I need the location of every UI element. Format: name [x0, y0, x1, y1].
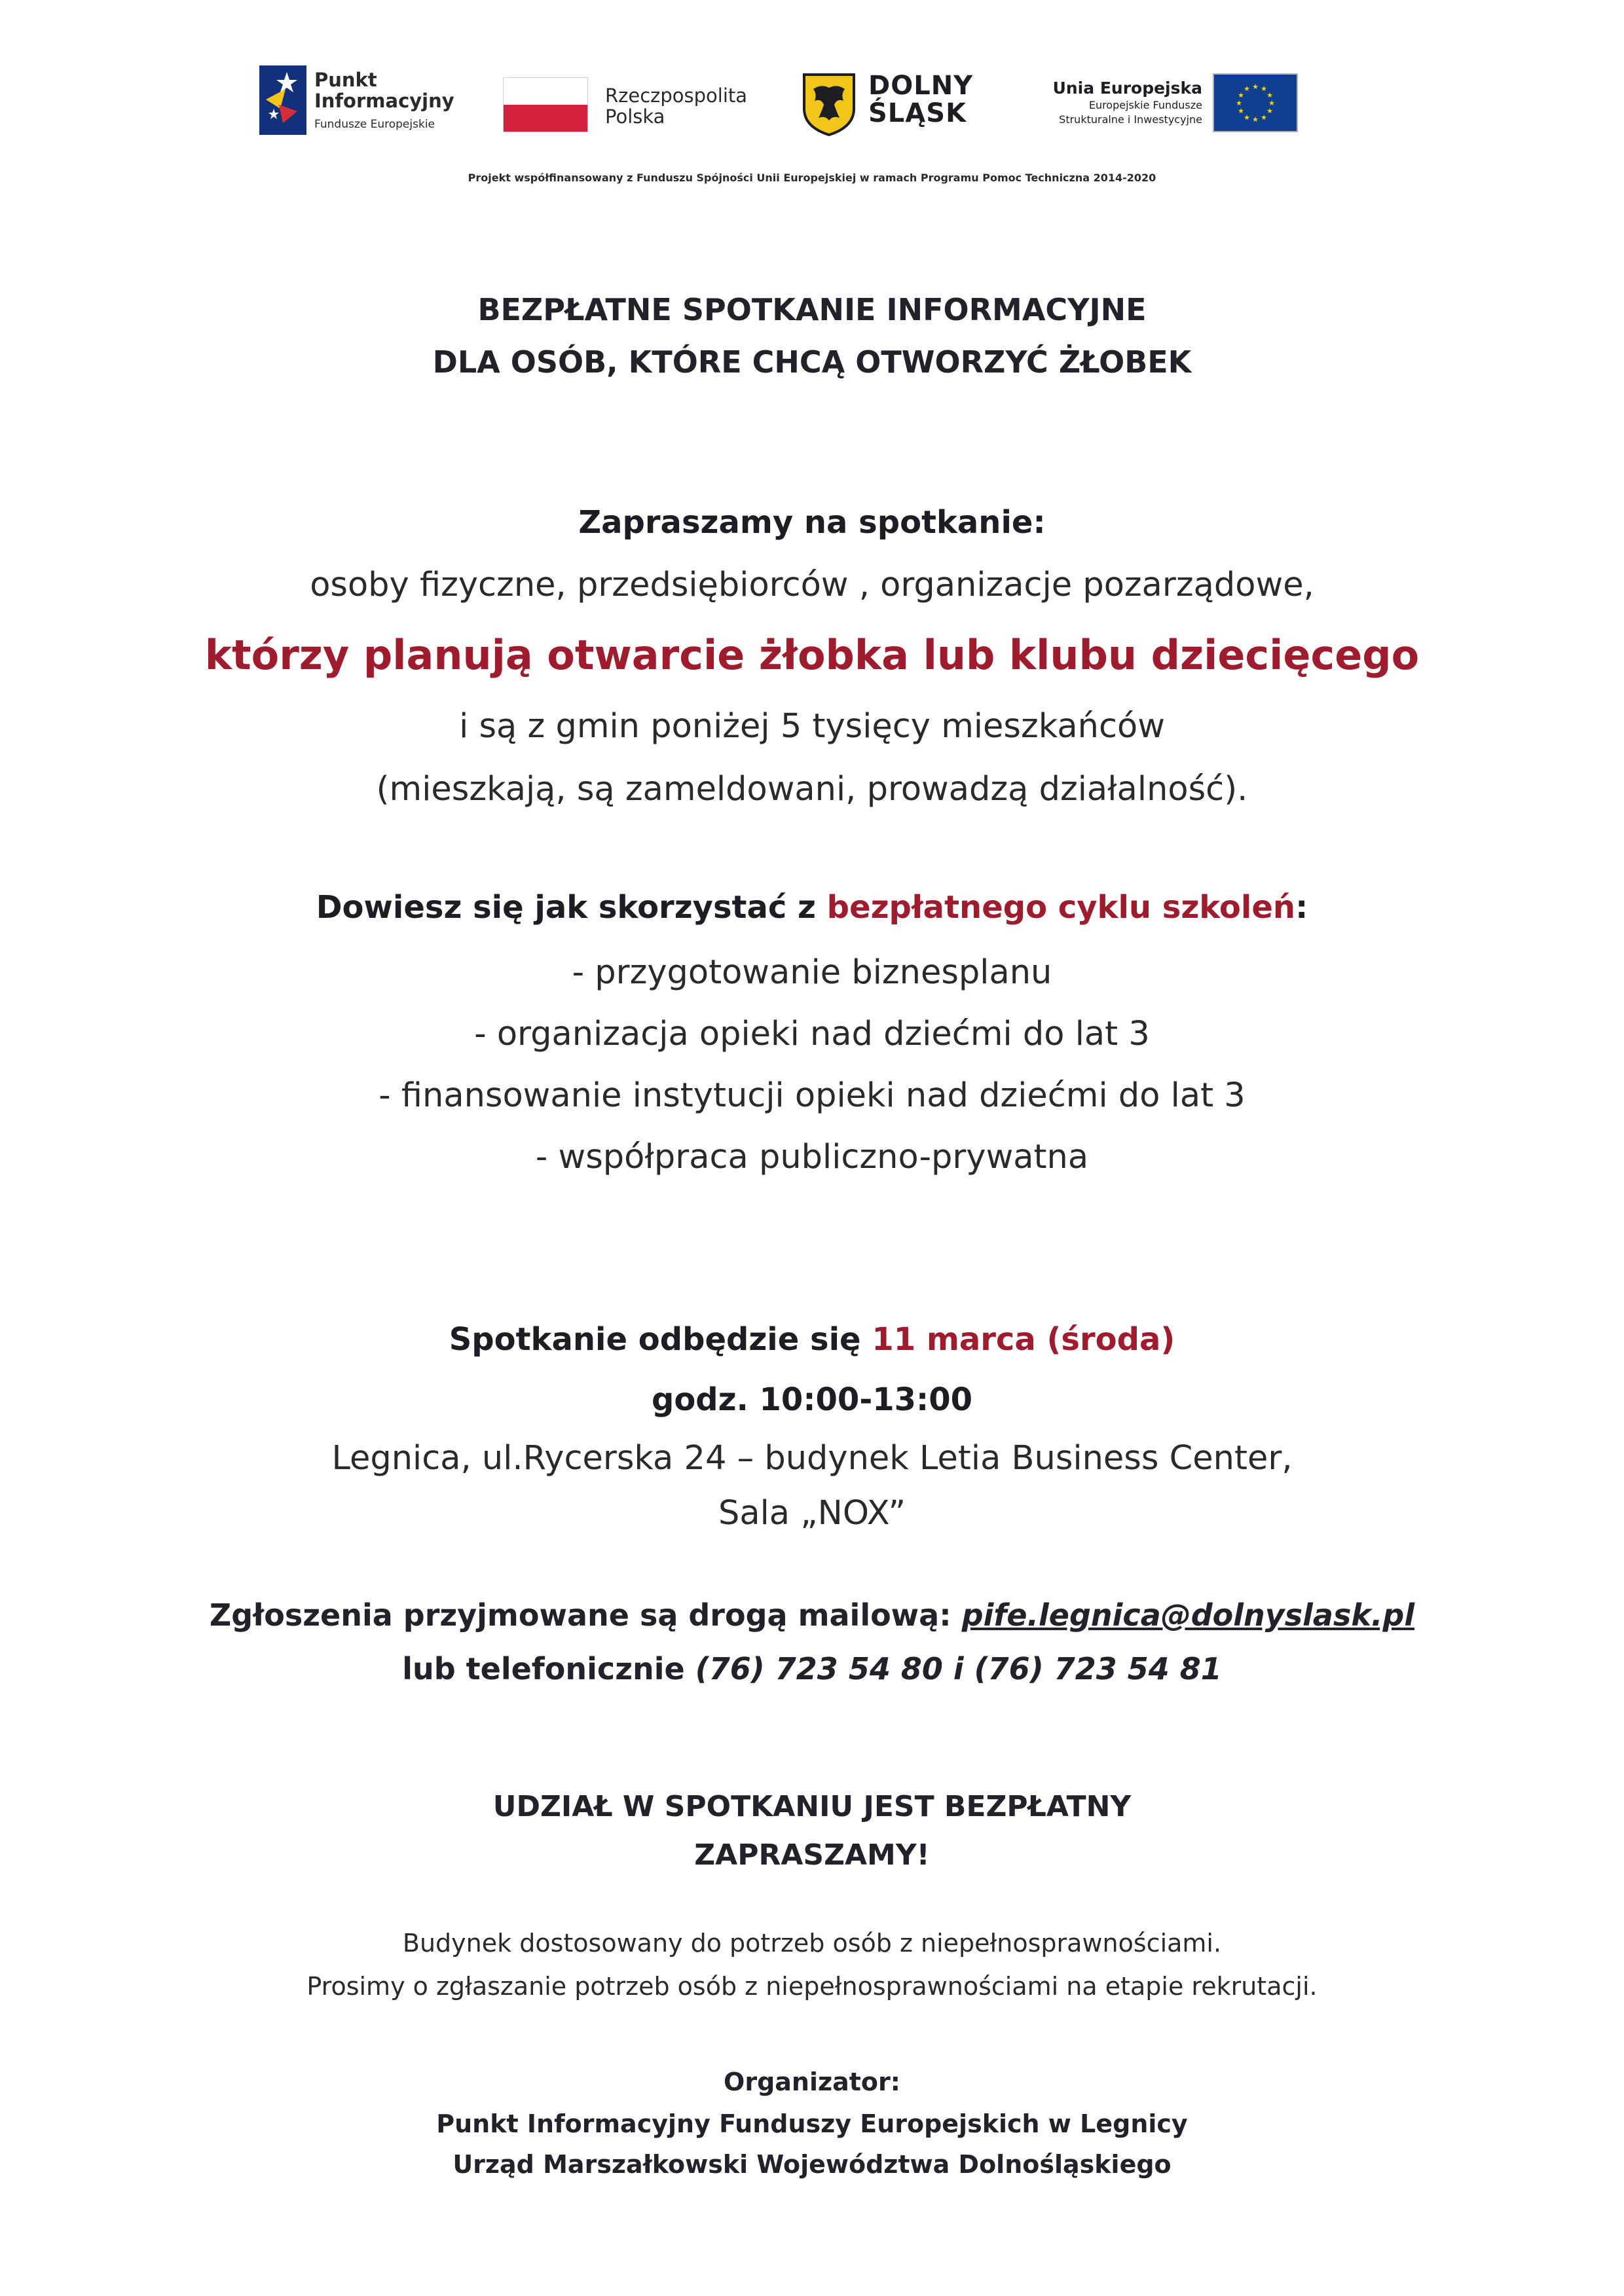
- contact-email-link[interactable]: pife.legnica@dolnyslask.pl: [961, 1597, 1415, 1633]
- meeting-date-prefix: Spotkanie odbędzie się: [449, 1321, 872, 1358]
- svg-text:★: ★: [1252, 115, 1259, 124]
- free-notice-line2: ZAPRASZAMY!: [694, 1838, 930, 1872]
- pife-logo-line2: Informacyjny: [314, 90, 454, 112]
- svg-text:★: ★: [1252, 82, 1259, 91]
- meeting-date-highlight: 11 marca (środa): [872, 1321, 1175, 1358]
- cofinancing-note: Projekt współfinansowany z Funduszu Spójności Unii Europejskiej w ramach Programu Pomoc Techniczna 2014-2020: [468, 172, 1156, 184]
- logo-rzeczpospolita-polska: [503, 77, 765, 136]
- contact-phone-line: [0, 1651, 1624, 1686]
- svg-text:★: ★: [1244, 84, 1250, 93]
- training-lead-highlight: bezpłatnego cyklu szkoleń: [826, 889, 1296, 926]
- free-notice-line1: UDZIAŁ W SPOTKANIU JEST BEZPŁATNY: [492, 1790, 1132, 1823]
- ue-logo-line3: Strukturalne i Inwestycyjne: [1059, 113, 1202, 126]
- invite-condition: i są z gmin poniżej 5 tysięcy mieszkańców: [459, 707, 1165, 746]
- ds-logo-line2: ŚLĄSK: [868, 98, 967, 128]
- training-item: - organizacja opieki nad dziećmi do lat 3: [474, 1015, 1150, 1053]
- invite-audience: osoby fizyczne, przedsiębiorców , organizacje pozarządowe,: [310, 566, 1314, 604]
- logo-unia-europejska: [1045, 73, 1307, 139]
- logo-dolny-slask: [802, 71, 998, 143]
- page-title-line1: BEZPŁATNE SPOTKANIE INFORMACYJNE: [477, 292, 1147, 327]
- accessibility-line1: Budynek dostosowany do potrzeb osób z niepełnosprawnościami.: [402, 1929, 1222, 1958]
- meeting-room: Sala „NOX”: [718, 1494, 906, 1533]
- logo-fundusze-europejskie: [259, 65, 482, 137]
- svg-text:★: ★: [1268, 99, 1275, 107]
- pife-logo-line1: Punkt: [314, 69, 377, 91]
- meeting-place: Legnica, ul.Rycerska 24 – budynek Letia Business Center,: [331, 1439, 1293, 1478]
- eu-flag-icon: [1213, 73, 1298, 132]
- invite-highlight: którzy planują otwarcie żłobka lub klubu dziecięcego: [204, 631, 1420, 679]
- organizer-line2: Urząd Marszałkowski Województwa Dolnośląskiego: [452, 2150, 1172, 2179]
- meeting-time: godz. 10:00-13:00: [651, 1381, 973, 1418]
- invite-lead: Zapraszamy na spotkanie:: [578, 504, 1046, 541]
- contact-email-line: [0, 1597, 1624, 1633]
- rp-logo-line1: Rzeczpospolita: [605, 84, 748, 107]
- meeting-date: [0, 1321, 1624, 1358]
- svg-text:★: ★: [1238, 107, 1244, 115]
- svg-text:★: ★: [1238, 91, 1244, 100]
- rp-logo-line2: Polska: [605, 105, 665, 128]
- invite-condition-detail: (mieszkają, są zameldowani, prowadzą działalność).: [376, 770, 1248, 809]
- svg-text:★: ★: [1266, 91, 1273, 100]
- svg-text:★: ★: [1236, 99, 1242, 107]
- svg-text:★: ★: [1244, 113, 1250, 122]
- ue-logo-line1: Unia Europejska: [1052, 79, 1202, 98]
- polish-flag-icon: [503, 77, 588, 132]
- svg-text:★: ★: [1266, 107, 1273, 115]
- page-title-line2: DLA OSÓB, KTÓRE CHCĄ OTWORZYĆ ŻŁOBEK: [432, 344, 1192, 380]
- fundusze-europejskie-icon: [259, 65, 306, 135]
- training-item: - finansowanie instytucji opieki nad dziećmi do lat 3: [378, 1076, 1246, 1115]
- training-lead-prefix: Dowiesz się jak skorzystać z: [316, 889, 827, 926]
- svg-text:★: ★: [1261, 113, 1267, 122]
- organizer-label: Organizator:: [724, 2068, 900, 2096]
- ue-logo-line2: Europejskie Fundusze: [1088, 99, 1202, 111]
- contact-phones: (76) 723 54 80 i (76) 723 54 81: [695, 1651, 1222, 1686]
- training-item: - przygotowanie biznesplanu: [572, 953, 1052, 992]
- dolny-slask-eagle-icon: [802, 72, 857, 136]
- contact-email-prefix: Zgłoszenia przyjmowane są drogą mailową:: [209, 1597, 962, 1633]
- training-item: - współpraca publiczno-prywatna: [535, 1138, 1089, 1176]
- svg-text:★: ★: [1261, 84, 1267, 93]
- training-lead-suffix: :: [1295, 889, 1308, 926]
- ds-logo-line1: DOLNY: [868, 71, 974, 101]
- organizer-line1: Punkt Informacyjny Funduszy Europejskich w Legnicy: [436, 2109, 1188, 2138]
- pife-logo-line3: Fundusze Europejskie: [314, 118, 435, 131]
- contact-phone-prefix: lub telefonicznie: [402, 1651, 695, 1686]
- training-lead: [0, 889, 1624, 926]
- accessibility-line2: Prosimy o zgłaszanie potrzeb osób z niepełnosprawnościami na etapie rekrutacji.: [306, 1972, 1318, 2001]
